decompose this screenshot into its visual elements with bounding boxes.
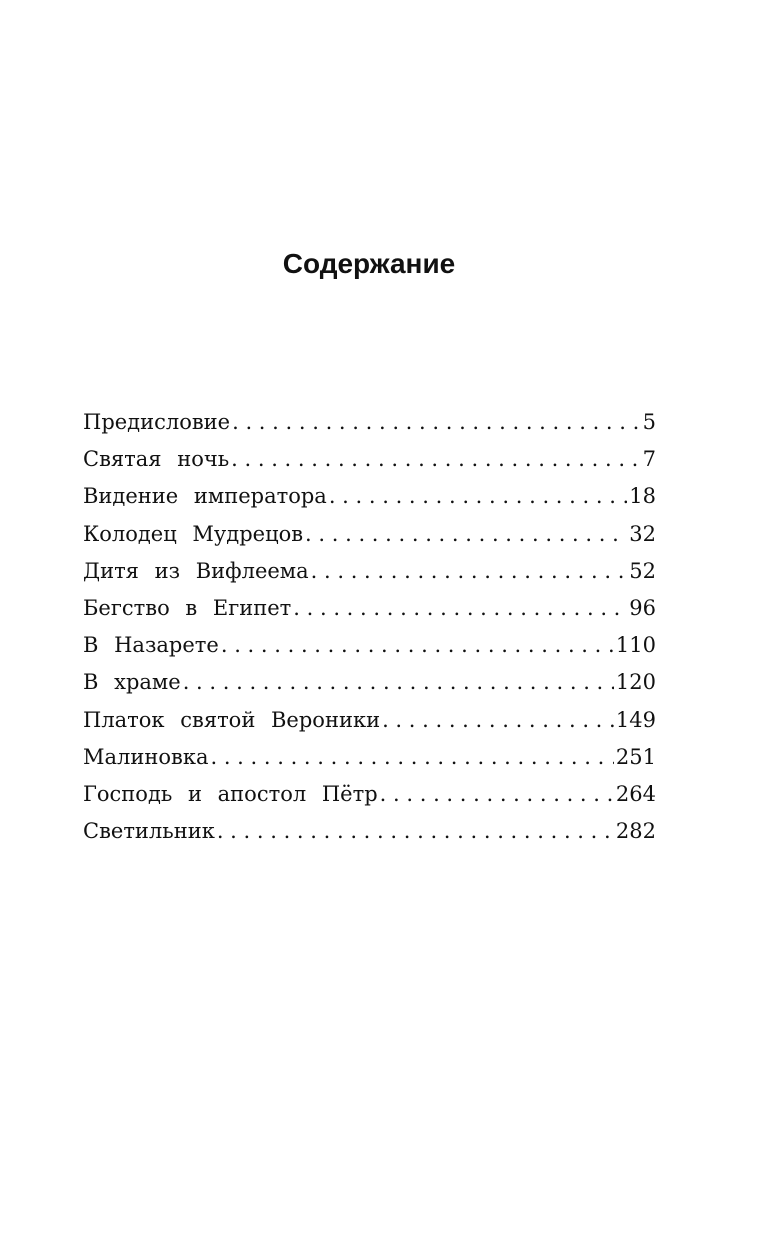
toc-entry xyxy=(83,782,656,819)
toc-entry xyxy=(83,559,656,596)
toc-entry-page: 149 xyxy=(615,707,656,732)
dot-leader xyxy=(293,596,627,620)
dot-leader xyxy=(329,484,627,508)
toc-entry xyxy=(83,708,656,745)
toc-entry-page: 5 xyxy=(642,410,656,434)
dot-leader xyxy=(231,447,640,471)
toc-entry-title: Предисловие xyxy=(83,410,231,434)
toc-entry xyxy=(83,447,656,484)
dot-leader xyxy=(380,782,614,806)
dot-leader xyxy=(382,708,614,732)
toc-entry-title: Господь и апостол Пётр xyxy=(83,781,378,806)
toc-entry-title: Святая ночь xyxy=(83,447,230,472)
toc-entry-page: 32 xyxy=(629,521,656,546)
toc-entry xyxy=(83,410,656,447)
toc-entry-title: В храме xyxy=(83,670,181,695)
toc-entry-page: 18 xyxy=(629,484,656,509)
toc-entry-page: 282 xyxy=(615,819,656,844)
dot-leader xyxy=(232,410,641,434)
toc-entry-page: 96 xyxy=(629,595,656,620)
dot-leader xyxy=(311,559,628,583)
toc-entry-page: 7 xyxy=(642,447,656,472)
dot-leader xyxy=(183,670,614,694)
toc-entry xyxy=(83,670,656,707)
dot-leader xyxy=(217,819,614,843)
page-title: Содержание xyxy=(282,248,456,279)
toc-entry-page: 52 xyxy=(629,558,656,583)
toc-entry-title: Бегство в Египет xyxy=(83,595,292,620)
toc-entry-title: Видение императора xyxy=(83,484,327,509)
toc-entry-page: 251 xyxy=(615,744,656,769)
toc-entry xyxy=(83,484,656,521)
toc-entry xyxy=(83,745,656,782)
toc-entry-title: Светильник xyxy=(83,819,215,844)
dot-leader xyxy=(210,745,613,769)
toc-entry xyxy=(83,633,656,670)
toc-entry-title: Колодец Мудрецов xyxy=(83,521,304,546)
toc-entry-page: 110 xyxy=(615,633,656,658)
toc-entry-title: В Назарете xyxy=(83,633,219,658)
dot-leader xyxy=(221,633,614,657)
toc-entry-page: 264 xyxy=(615,781,656,806)
toc-entry-page: 120 xyxy=(615,670,656,695)
toc-entry-title: Дитя из Вифлеема xyxy=(83,558,309,583)
toc-entry xyxy=(83,819,656,856)
toc-entry xyxy=(83,596,656,633)
table-of-contents xyxy=(83,410,656,856)
toc-entry-title: Платок святой Вероники xyxy=(83,707,381,732)
toc-entry-title: Малиновка xyxy=(83,744,209,769)
dot-leader xyxy=(305,522,627,546)
toc-entry xyxy=(83,522,656,559)
